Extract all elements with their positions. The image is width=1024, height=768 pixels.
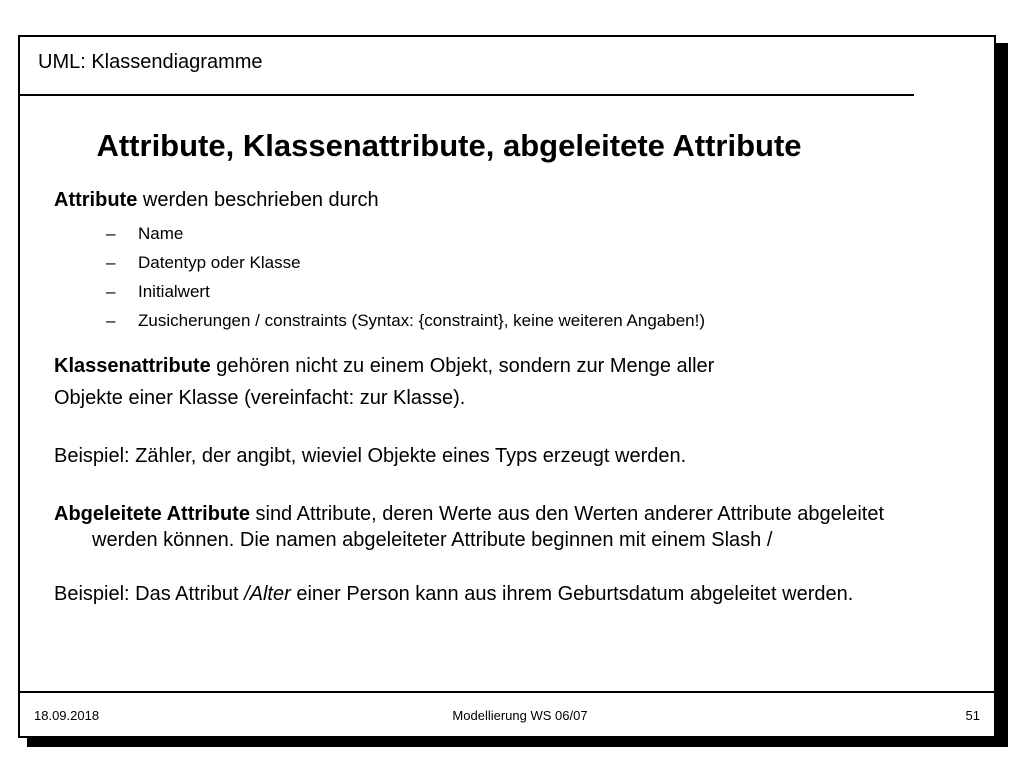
footer-course: Modellierung WS 06/07 [452,708,588,723]
attributes-intro-text: werden beschrieben durch [137,189,379,211]
example-alter-before: Beispiel: Das Attribut [54,583,245,605]
klassenattribute-term: Klassenattribute [54,355,211,377]
attributes-term: Attribute [54,189,138,211]
klassenattribute-paragraph-line2: Objekte einer Klasse (vereinfacht: zur Klasse). [54,387,466,409]
abgeleitete-paragraph [54,501,952,553]
header-title: UML: Klassendiagramme [38,51,263,73]
slide-content [54,187,954,607]
list-item [54,306,954,335]
page-number: 51 [965,708,980,723]
abgeleitete-term: Abgeleitete Attribute [54,503,250,525]
list-item-text: Initialwert [138,282,210,301]
list-item [54,219,954,248]
list-item-text: Zusicherungen / constraints (Syntax: {constraint}, keine weiteren Angaben!) [138,311,705,330]
klassenattribute-text: gehören nicht zu einem Objekt, sondern zur Menge aller [210,355,715,377]
example-alter-after: einer Person kann aus ihrem Geburtsdatum abgeleitet werden. [290,583,854,605]
attributes-intro [54,187,954,213]
list-item [54,277,954,306]
dash-bullet: – [106,224,116,243]
example-alter-attribute: /Alter [244,583,291,605]
slide [18,35,996,738]
dash-bullet: – [106,311,116,330]
list-item-text: Name [138,224,184,243]
example-counter: Beispiel: Zähler, der angibt, wieviel Objekte eines Typs erzeugt werden. [54,445,687,467]
dash-bullet: – [106,253,116,272]
abgeleitete-text: sind Attribute, deren Werte aus den Werten anderer Attribute abgeleitet werden können. Die namen abgeleiteter Attribute beginnen mit einem Slash / [92,503,885,551]
slide-title: Attribute, Klassenattribute, abgeleitete Attribute [96,128,802,163]
list-item [54,248,954,277]
footer-divider [20,691,994,693]
klassenattribute-paragraph [54,353,954,379]
dash-bullet: – [106,282,116,301]
example-alter [54,581,952,607]
header-divider [20,94,914,96]
attribute-list [54,219,954,335]
list-item-text: Datentyp oder Klasse [138,253,301,272]
footer-date: 18.09.2018 [34,708,100,723]
